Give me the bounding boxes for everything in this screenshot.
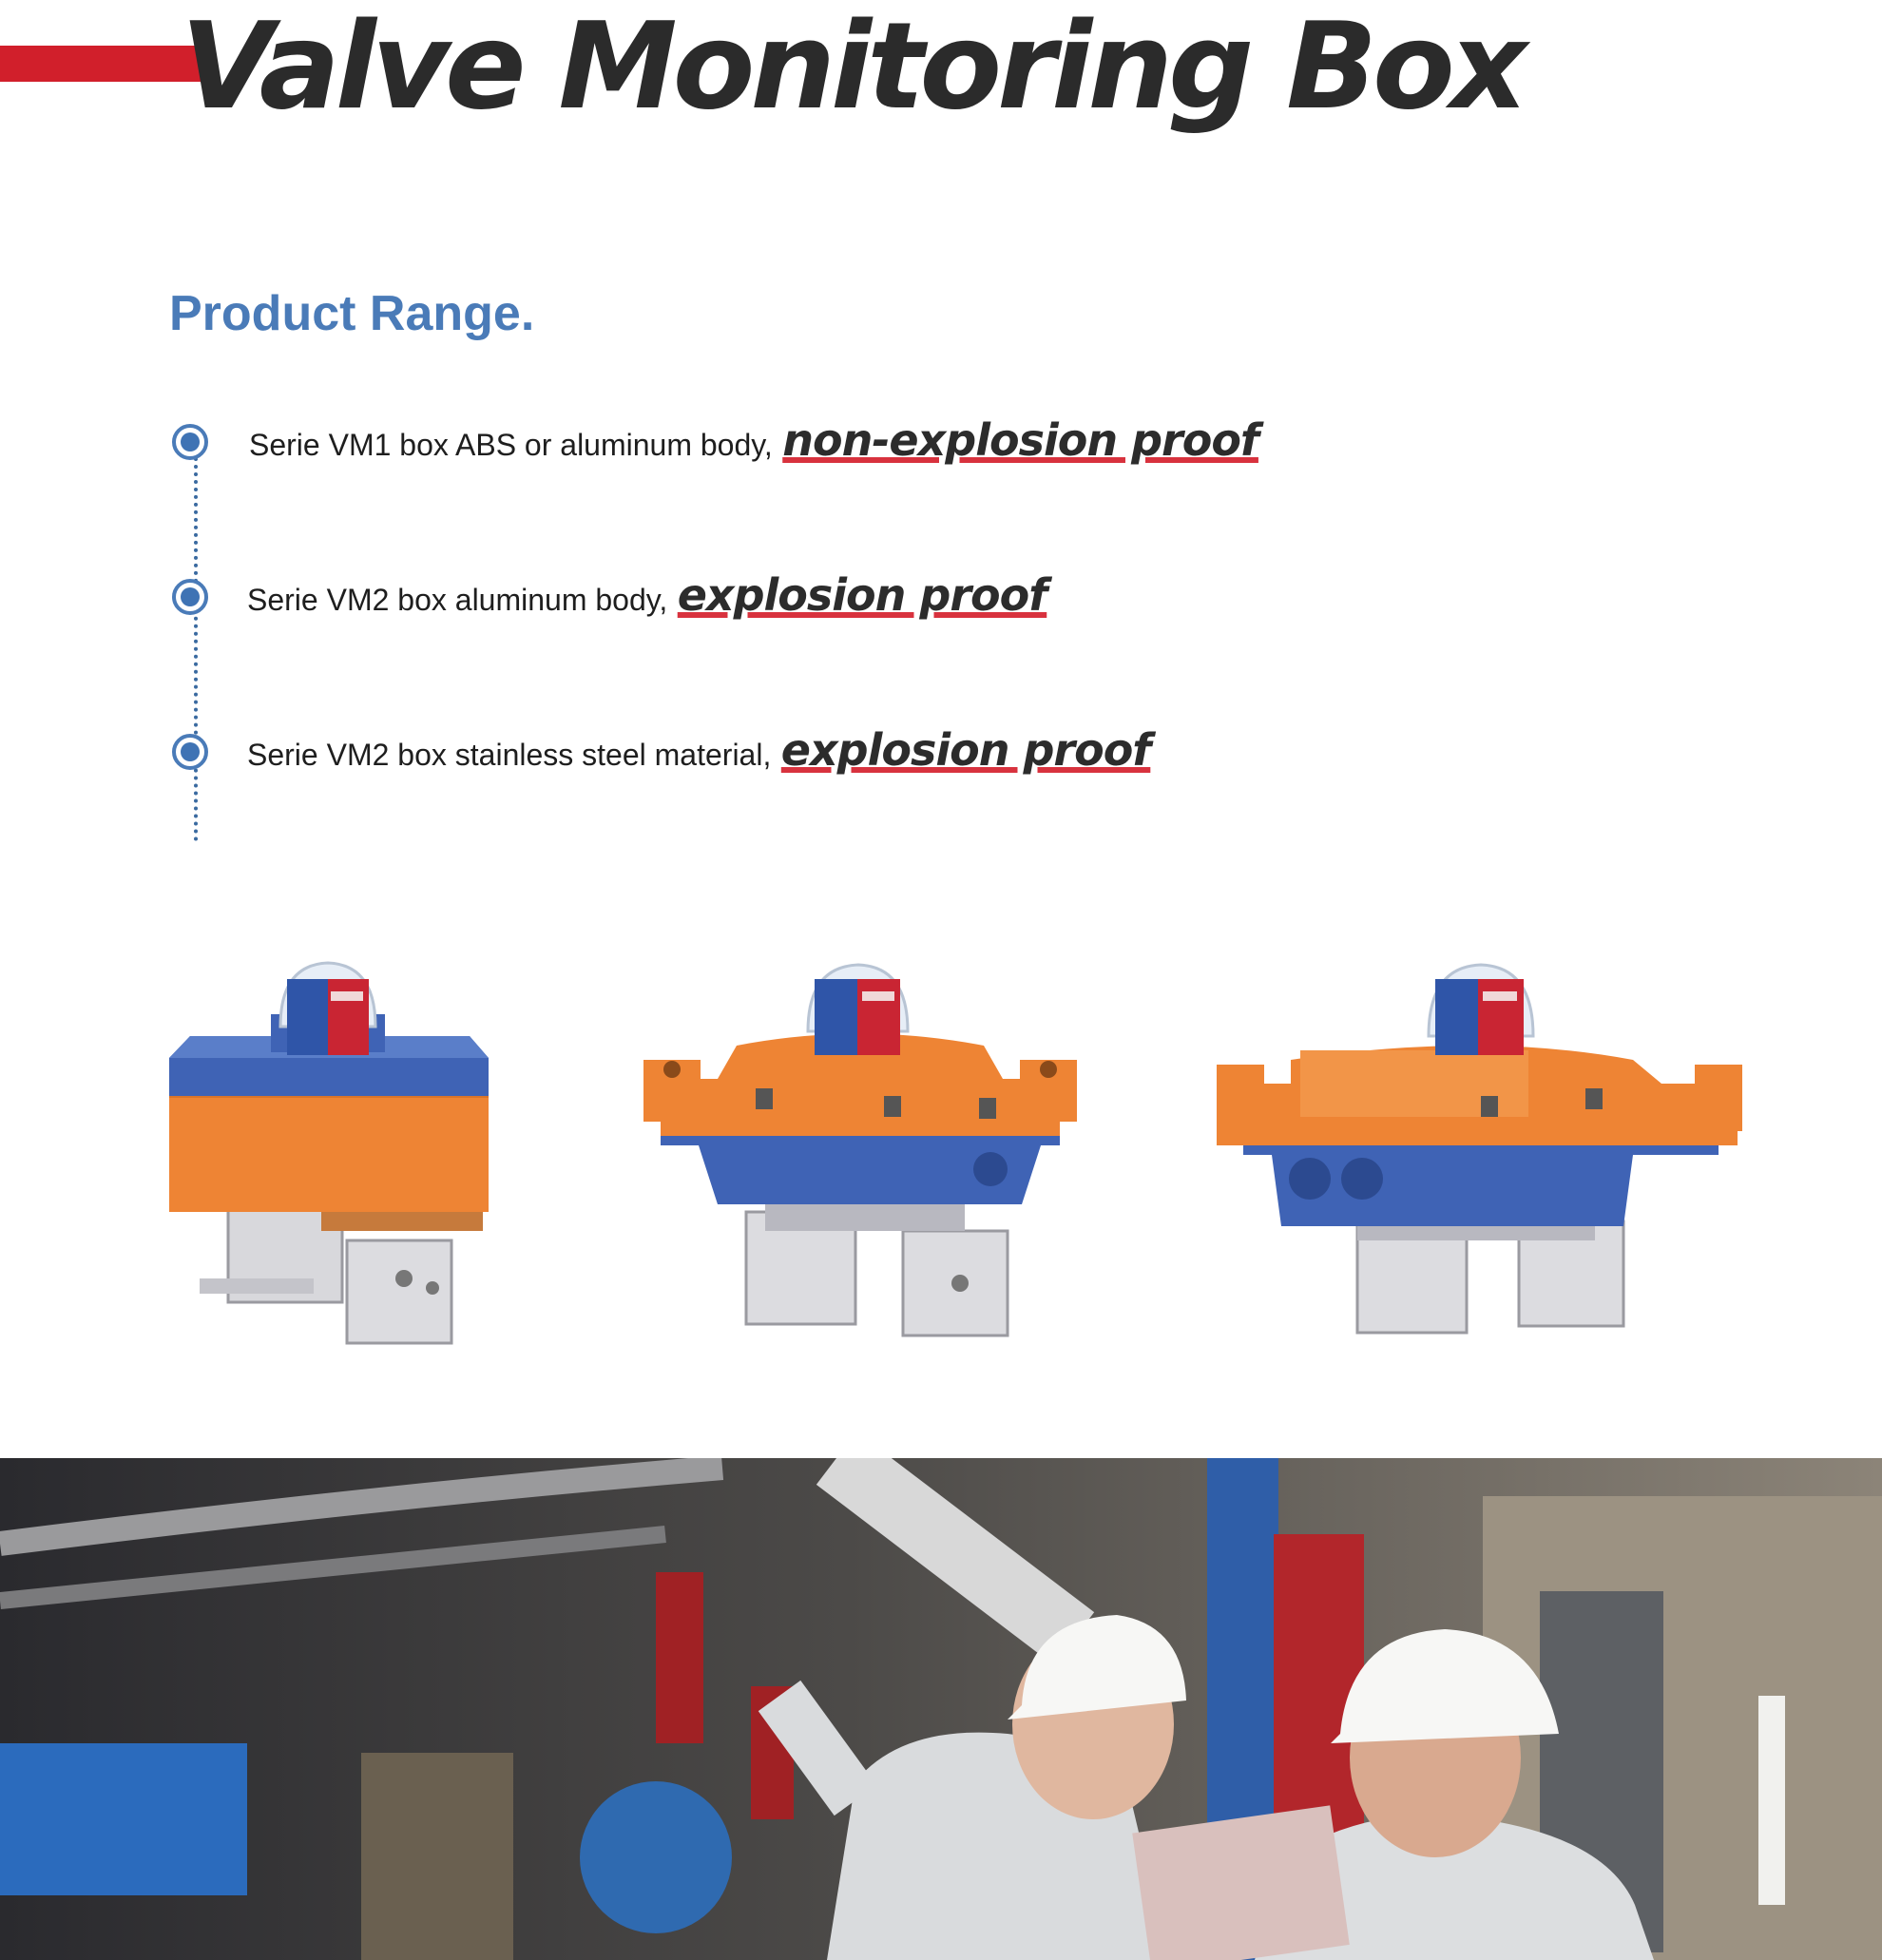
industrial-workers-photo [0, 1458, 1882, 1960]
section-title: Product Range. [169, 286, 535, 341]
timeline-dotted-line [194, 442, 198, 841]
bullet-icon [172, 579, 208, 615]
page-title: Valve Monitoring Box [181, 0, 1523, 136]
vm2-aluminum-box-product-image [642, 955, 1079, 1345]
accent-bar [0, 46, 202, 82]
vm1-box-product-image [162, 955, 494, 1345]
range-item [247, 724, 1150, 776]
range-item-tag: explosion proof [780, 724, 1151, 776]
range-item-tag: explosion proof [677, 569, 1047, 621]
range-item-text: Serie VM2 box aluminum body, [247, 583, 668, 617]
range-item [247, 569, 1047, 621]
range-item-text: Serie VM1 box ABS or aluminum body, [249, 428, 773, 462]
range-item-tag: non-explosion proof [782, 414, 1258, 466]
bullet-icon [172, 734, 208, 770]
bullet-icon [172, 424, 208, 460]
range-item [249, 414, 1258, 466]
vm2-stainless-box-product-image [1215, 955, 1747, 1345]
range-item-text: Serie VM2 box stainless steel material, [247, 738, 772, 772]
